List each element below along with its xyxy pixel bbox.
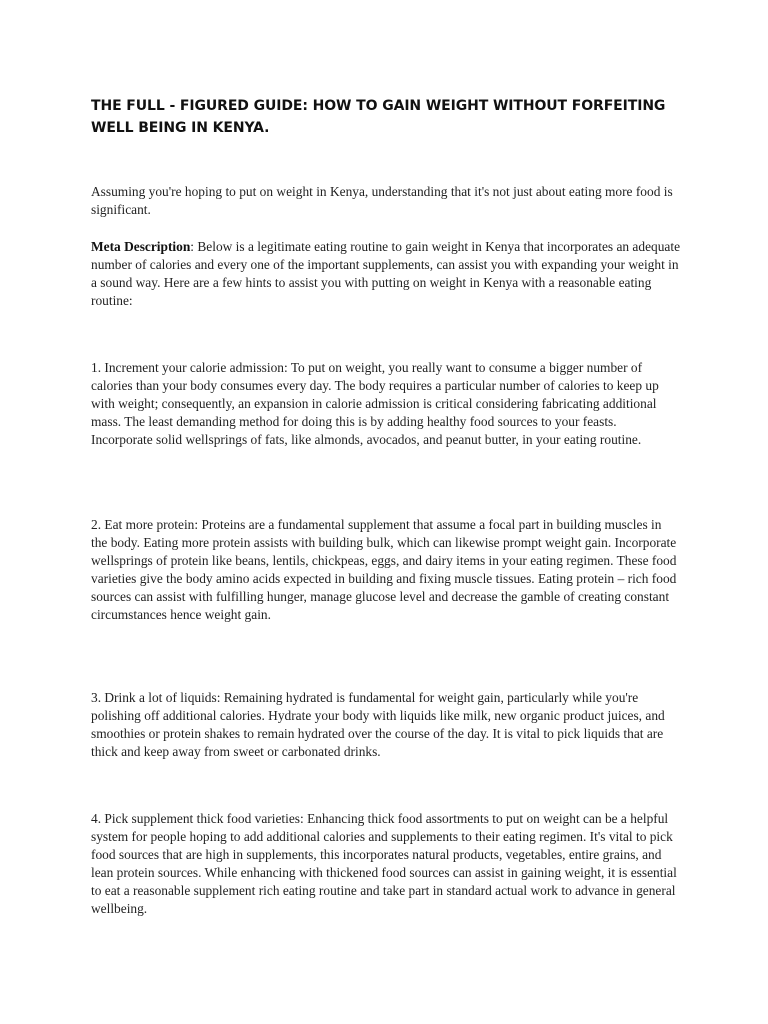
- intro-paragraph: Assuming you're hoping to put on weight in Kenya, understanding that it's not just about eating more food is significant.: [91, 184, 673, 217]
- list-item: 4. Pick supplement thick food varieties: Enhancing thick food assortments to put on weight can be a helpful system for people hoping to add additional calories and supplements to their eating regimen. It's vital to pick food sources that are high in supplements, this incorporates natural products, vegetables, entire grains, and lean protein sources. While enhancing with thickened food sources can assist in gaining weight, it is essential to eat a reasonable supplement rich eating routine and take part in standard actual work to advance in general wellbeing.: [91, 811, 677, 916]
- meta-description-text: : Below is a legitimate eating routine to gain weight in Kenya that incorporates an adequate number of calories and every one of the important supplements, can assist you with expanding your weight in a sound way. Here are a few hints to assist you with putting on weight in Kenya with a reasonable eating routine:: [91, 239, 681, 308]
- list-item: 3. Drink a lot of liquids: Remaining hydrated is fundamental for weight gain, particularly while you're polishing off additional calories. Hydrate your body with liquids like milk, new organic product juices, and smoothies or protein shakes to remain hydrated over the course of the day. It is vital to pick liquids that are thick and keep away from sweet or carbonated drinks.: [91, 690, 665, 759]
- meta-description-paragraph: [91, 238, 681, 310]
- list-item: 1. Increment your calorie admission: To put on weight, you really want to consume a bigger number of calories than your body consumes every day. The body requires a particular number of calories to keep up with weight; consequently, an expansion in calorie admission is critical considering fabricating additional mass. The least demanding method for doing this is by adding healthy food sources to your feasts. Incorporate solid wellsprings of fats, like almonds, avocados, and peanut butter, in your eating routine.: [91, 360, 659, 447]
- list-item: 2. Eat more protein: Proteins are a fundamental supplement that assume a focal part in building muscles in the body. Eating more protein assists with building bulk, which can likewise prompt weight gain. Incorporate wellsprings of protein like beans, lentils, chickpeas, eggs, and dairy items in your eating regimen. These food varieties give the body amino acids expected in building and fixing muscle tissues. Eating protein – rich food sources can assist with fulfilling hunger, manage glucose level and decrease the gamble of creating constant circumstances hence weight gain.: [91, 517, 677, 622]
- document-title: THE FULL - FIGURED GUIDE: HOW TO GAIN WEIGHT WITHOUT FORFEITING WELL BEING IN KENYA.: [91, 98, 666, 136]
- meta-description-label: Meta Description: [91, 239, 191, 254]
